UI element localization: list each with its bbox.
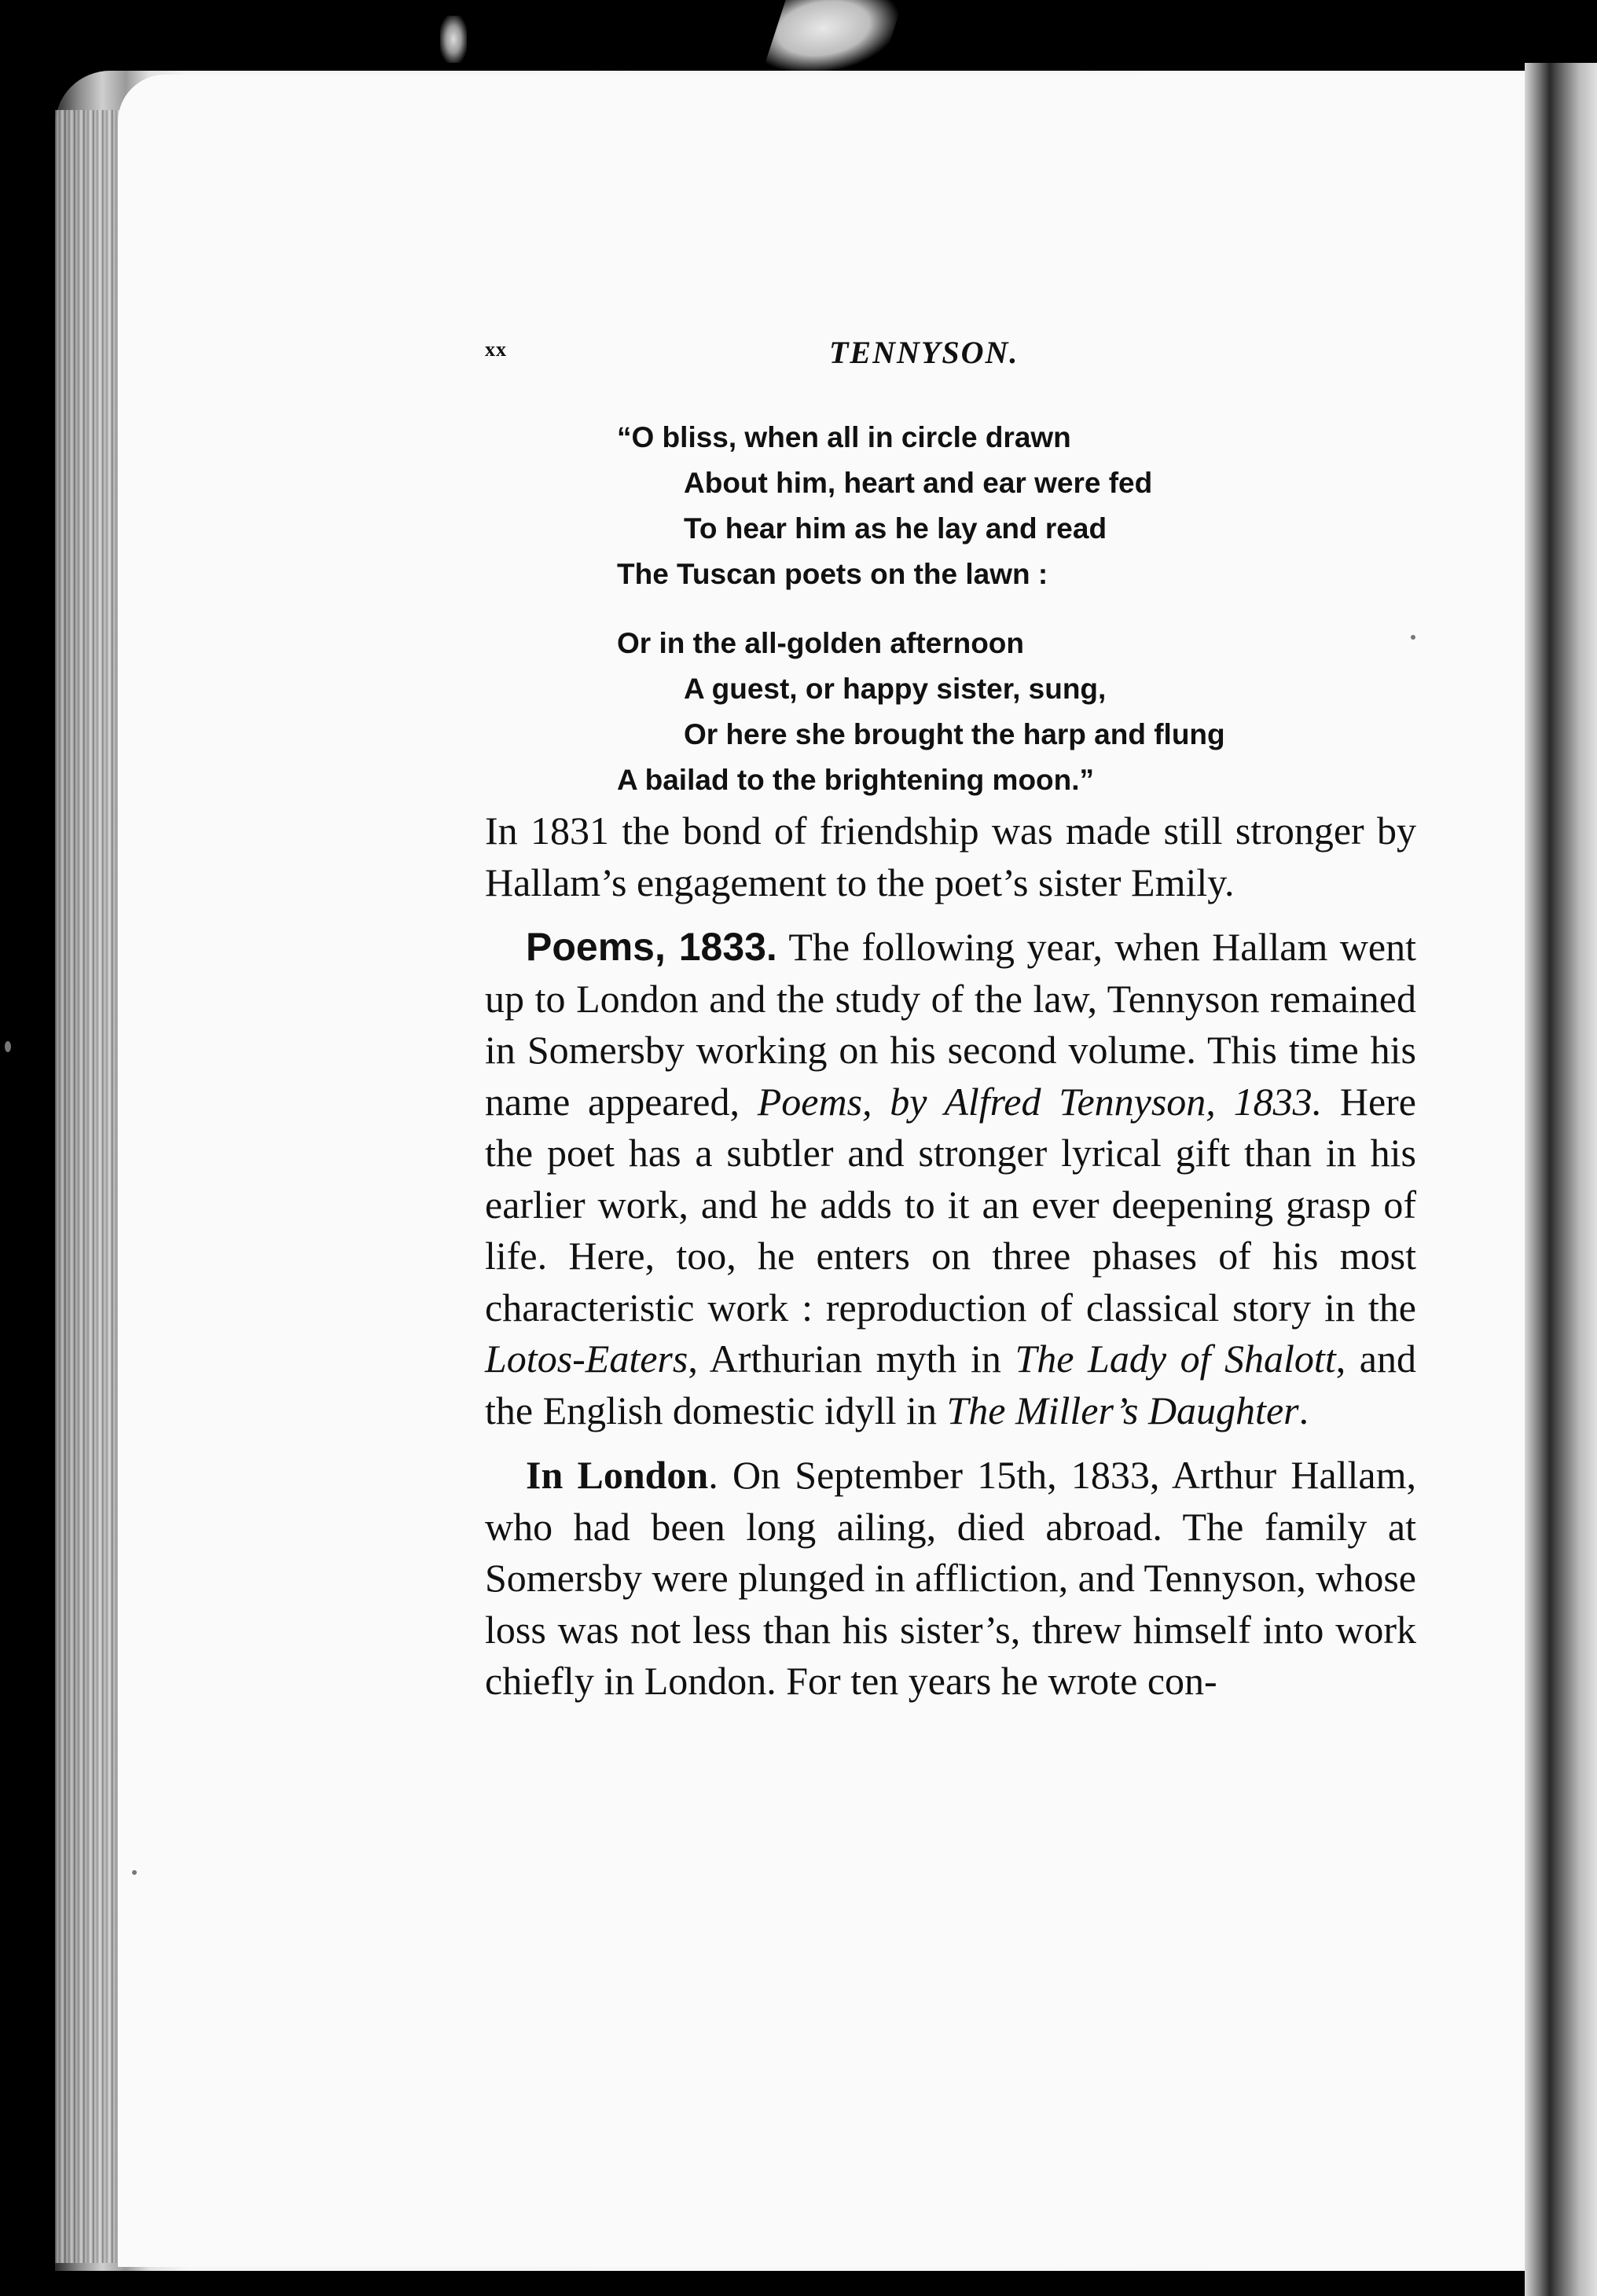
poem-line: “O bliss, when all in circle drawn (617, 421, 1071, 453)
poem-line: A guest, or happy sister, sung, (684, 673, 1107, 705)
section-heading: Poems, 1833. (526, 925, 777, 969)
poem-line: About him, heart and ear were fed (684, 467, 1153, 499)
stanza-break (582, 597, 1407, 621)
poem-title: Lotos-Eaters (485, 1337, 688, 1381)
paragraph (485, 922, 1416, 1436)
paragraph-text: , Arthurian myth in (688, 1337, 1015, 1381)
paragraph (485, 1450, 1416, 1707)
page-number: xx (485, 338, 507, 361)
poem-line: Or in the all-golden afternoon (617, 627, 1024, 659)
book-title: Poems, by Alfred Tennyson, 1833. (757, 1079, 1323, 1124)
poem-title: The Miller’s Daughter (946, 1388, 1299, 1432)
poem-line: A bailad to the brightening moon.” (617, 764, 1095, 796)
poem-line: The Tuscan poets on the lawn : (617, 558, 1048, 590)
scan-artifact (762, 0, 903, 71)
paragraph: In 1831 the bond of friendship was made still stronger by Hallam’s engagement to the poet’s sister Emily. (485, 809, 1416, 904)
paragraph-text: , and the English domestic idyll in (485, 1337, 1416, 1432)
scan-dust (5, 1041, 11, 1052)
section-heading: In London (526, 1453, 709, 1497)
poem-line: To hear him as he lay and read (684, 512, 1107, 545)
scan-artifact (440, 16, 467, 63)
poem-line: Or here she brought the harp and flung (684, 718, 1225, 750)
poem-quotation (582, 415, 1407, 803)
scan-dust (132, 1870, 137, 1875)
running-head: TENNYSON. (829, 335, 1019, 370)
poem-title: The Lady of Shalott (1015, 1337, 1336, 1381)
scan-dust (1411, 635, 1415, 640)
paragraph-text: . (1298, 1388, 1309, 1432)
paragraph-text: Here the poet has a subtler and stronger lyrical gift than in his earlier work, and he adds to it an ever deepening grasp of life. Here, too, he enters on three phases of his most characteristic work : reproduction of classical story in the (485, 1079, 1416, 1330)
body-text (485, 805, 1416, 1721)
paragraph-text: The following year, when Hallam went up to London and the study of the law, Tennyson remained in Somersby working on his second volume. This time his name appeared, (485, 925, 1416, 1124)
paragraph-text: . On September 15th, 1833, Arthur Hallam, who had been long ailing, died abroad. The family at Somersby were plunged in affliction, and Tennyson, whose loss was not less than his sister’s, threw himself into work chiefly in London. For ten years he wrote con- (485, 1453, 1416, 1703)
book-gutter (1525, 63, 1597, 2296)
